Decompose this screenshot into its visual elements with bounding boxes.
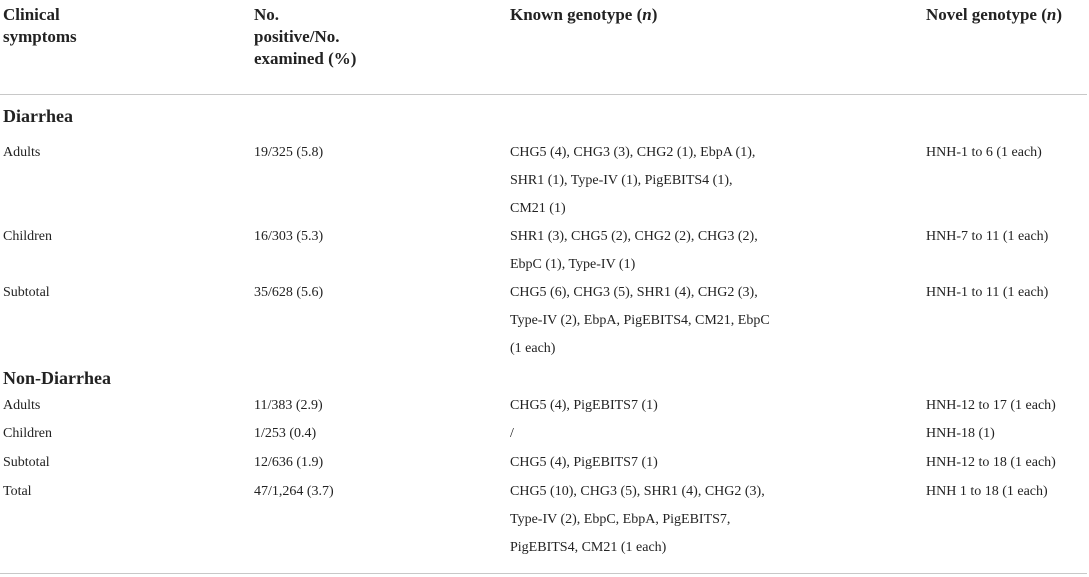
row-group-label: Subtotal <box>3 455 50 470</box>
row-group-label: Subtotal <box>3 285 50 300</box>
row-group-label: Adults <box>3 145 41 160</box>
row-novel-genotype: HNH-12 to 17 (1 each) <box>926 398 1056 413</box>
row-positive-value: 11/383 (2.9) <box>254 398 323 413</box>
header-known-genotype-close: ) <box>651 5 658 24</box>
header-novel-genotype <box>926 4 1062 26</box>
row-known-genotype: CHG5 (4), PigEBITS7 (1) <box>510 455 658 470</box>
header-known-genotype <box>510 4 657 26</box>
section-title-diarrhea: Diarrhea <box>3 106 73 126</box>
row-known-genotype: CHG5 (4), CHG3 (3), CHG2 (1), EbpA (1), SHR1 (1), Type-IV (1), PigEBITS4 (1), CM21 (1) <box>510 145 756 216</box>
section-title-non-diarrhea: Non-Diarrhea <box>3 368 111 388</box>
row-group-label: Children <box>3 229 52 244</box>
row-group-label: Total <box>3 484 32 499</box>
row-positive-value: 12/636 (1.9) <box>254 455 324 470</box>
row-positive-value: 35/628 (5.6) <box>254 285 324 300</box>
row-known-genotype: CHG5 (6), CHG3 (5), SHR1 (4), CHG2 (3), Type-IV (2), EbpA, PigEBITS4, CM21, EbpC (1 each) <box>510 285 770 356</box>
bottom-rule <box>0 573 1087 574</box>
row-known-genotype: CHG5 (4), PigEBITS7 (1) <box>510 398 658 413</box>
header-novel-genotype-text: Novel genotype ( <box>926 5 1047 24</box>
header-known-genotype-text: Known genotype ( <box>510 5 643 24</box>
row-positive-value: 47/1,264 (3.7) <box>254 484 334 499</box>
header-known-genotype-n: n <box>642 5 652 24</box>
header-clinical-symptoms: Clinical symptoms <box>3 5 77 46</box>
row-group-label: Children <box>3 426 52 441</box>
row-novel-genotype: HNH-18 (1) <box>926 426 995 441</box>
row-positive-value: 1/253 (0.4) <box>254 426 317 441</box>
row-known-genotype: CHG5 (10), CHG3 (5), SHR1 (4), CHG2 (3), Type-IV (2), EbpC, EbpA, PigEBITS7, PigEBITS4, CM21 (1 each) <box>510 484 765 555</box>
row-known-genotype: SHR1 (3), CHG5 (2), CHG2 (2), CHG3 (2), EbpC (1), Type-IV (1) <box>510 229 758 272</box>
row-positive-value: 19/325 (5.8) <box>254 145 324 160</box>
row-group-label: Adults <box>3 398 41 413</box>
row-novel-genotype: HNH 1 to 18 (1 each) <box>926 484 1048 499</box>
row-known-genotype: / <box>510 426 514 441</box>
row-novel-genotype: HNH-12 to 18 (1 each) <box>926 455 1056 470</box>
header-rule <box>0 94 1087 95</box>
row-novel-genotype: HNH-7 to 11 (1 each) <box>926 229 1049 244</box>
header-novel-genotype-close: ) <box>1056 5 1063 24</box>
header-positive-examined: No. positive/No. examined (%) <box>254 5 357 68</box>
row-positive-value: 16/303 (5.3) <box>254 229 324 244</box>
header-novel-genotype-n: n <box>1046 5 1057 24</box>
row-novel-genotype: HNH-1 to 6 (1 each) <box>926 145 1042 160</box>
row-novel-genotype: HNH-1 to 11 (1 each) <box>926 285 1049 300</box>
